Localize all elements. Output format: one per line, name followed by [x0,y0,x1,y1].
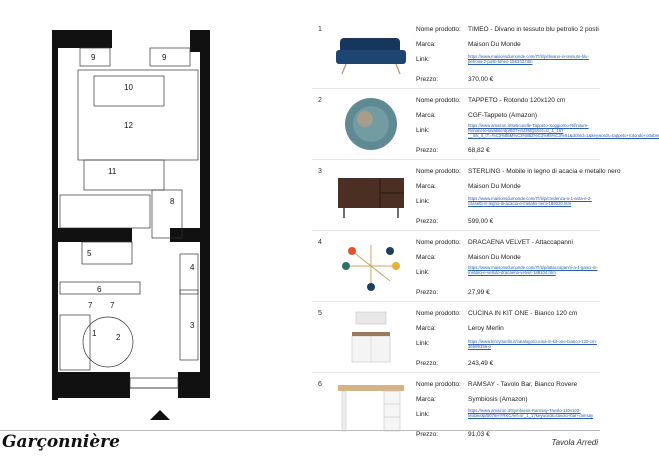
row-number: 3 [318,168,322,175]
product-price: 27,99 € [468,289,490,296]
product-row [312,231,600,302]
name-label: Nome prodotto: [416,381,461,388]
plan-label: 11 [108,167,117,176]
product-price: 370,00 € [468,76,494,83]
row-number: 4 [318,239,322,246]
price-label: Prezzo: [416,76,439,83]
link-label: Link: [416,340,430,347]
plan-label: 2 [116,333,121,342]
coat-hook-icon [330,237,412,295]
row-number: 2 [318,97,322,104]
name-label: Nome prodotto: [416,239,461,246]
product-price: 599,00 € [468,218,494,225]
bar-table-icon [330,379,412,437]
product-brand: Maison Du Monde [468,41,521,48]
plan-label: 3 [190,321,195,330]
price-label: Prezzo: [416,218,439,225]
product-price: 243,49 € [468,360,494,367]
product-name: TIMEO - Divano in tessuto blu petrolio 2 posti [468,26,599,33]
product-link[interactable]: https://www.amazon.it/Symbiosis-Ramsay-Tavolo-110x102-Mobili/dp/B076HYRKC/ref=sr_1_1?keywords=tavolo+bar+ramsay [468,408,594,418]
price-label: Prezzo: [416,431,439,438]
footer-title: Tavola Arredi [551,438,598,447]
link-label: Link: [416,56,430,63]
link-label: Link: [416,198,430,205]
plan-label: 9 [91,53,96,62]
name-label: Nome prodotto: [416,310,461,317]
product-row [312,18,600,89]
brand-label: Marca: [416,183,436,190]
plan-label: 10 [124,83,133,92]
plan-label: 4 [190,263,195,272]
plan-label: 8 [170,197,175,206]
product-brand: Leroy Merlin [468,325,504,332]
plan-label: 6 [97,285,102,294]
product-row [312,373,600,443]
plan-label: 7 [110,301,115,310]
product-brand: Symbiosis (Amazon) [468,396,528,403]
sideboard-icon [330,166,412,224]
price-label: Prezzo: [416,360,439,367]
name-label: Nome prodotto: [416,168,461,175]
link-label: Link: [416,269,430,276]
product-link[interactable]: https://www.leroymerlin.it/catalogo/cucina-in-kit-one-bianco-120-cm-36599356-p [468,339,597,349]
brand-label: Marca: [416,325,436,332]
plan-label: 7 [88,301,93,310]
product-link[interactable]: https://www.maisonsdumonde.com/IT/it/p/attaccapanni-a-4-ganci-in-metallo-e-velluto-dracaena-velvet-188104.htm [468,265,598,275]
brand-label: Marca: [416,41,436,48]
product-price: 68,82 € [468,147,490,154]
product-link[interactable]: https://www.maisonsdumonde.com/IT/it/p/divano-in-tessuto-blu-petrolio-2-posti-timeo-156343.htm [468,54,589,64]
row-number: 6 [318,381,322,388]
product-row [312,302,600,373]
product-row [312,89,659,160]
product-link[interactable]: https://www.amazon.it/Seticurelle-Tappeto-Soggiorno-Rifiniture-Rimanere-lavabile/dp/B07H4J3MQ5/ref=sr_1_16?__mk_it_IT=%C3%85M%C3%85Z%C3%95%C3%91&dchild=1&keywords=tappeto+rotondo+ottobre [468,123,659,138]
price-label: Prezzo: [416,289,439,296]
product-name: CUCINA IN KIT ONE - Bianco 120 cm [468,310,578,317]
row-number: 5 [318,310,322,317]
product-row [312,160,621,231]
kitchen-icon [330,308,412,366]
product-brand: Maison Du Monde [468,183,521,190]
name-label: Nome prodotto: [416,26,461,33]
product-name: TAPPETO - Rotondo 120x120 cm [468,97,566,104]
name-label: Nome prodotto: [416,97,461,104]
plan-label: 1 [92,329,97,338]
product-brand: Maison Du Monde [468,254,521,261]
brand-label: Marca: [416,254,436,261]
product-table [312,18,659,443]
brand-label: Marca: [416,112,436,119]
product-name: DRACAENA VELVET - Attaccapanni [468,239,573,246]
plan-label: 12 [124,121,133,130]
plan-label: 5 [87,249,92,258]
product-price: 91,03 € [468,431,490,438]
brand-label: Marca: [416,396,436,403]
sofa-icon [330,24,412,82]
footer-divider [0,430,600,431]
link-label: Link: [416,127,430,134]
plan-label: 9 [162,53,167,62]
product-brand: CGF-Tappeto (Amazon) [468,112,537,119]
price-label: Prezzo: [416,147,439,154]
product-link[interactable]: https://www.maisonsdumonde.com/IT/it/p/credenza-a-1-anta-e-2-cassetti-in-legno-di-acacia-e-metallo-nero-188020.htm [468,196,592,206]
product-name: STERLING - Mobile in legno di acacia e metallo nero [468,168,621,175]
brand-logo: Garçonnière [2,432,120,452]
row-number: 1 [318,26,322,33]
round-rug-icon [330,95,412,153]
floor-plan [0,0,300,440]
product-name: RAMSAY - Tavolo Bar, Bianco Rovere [468,381,578,388]
link-label: Link: [416,411,430,418]
